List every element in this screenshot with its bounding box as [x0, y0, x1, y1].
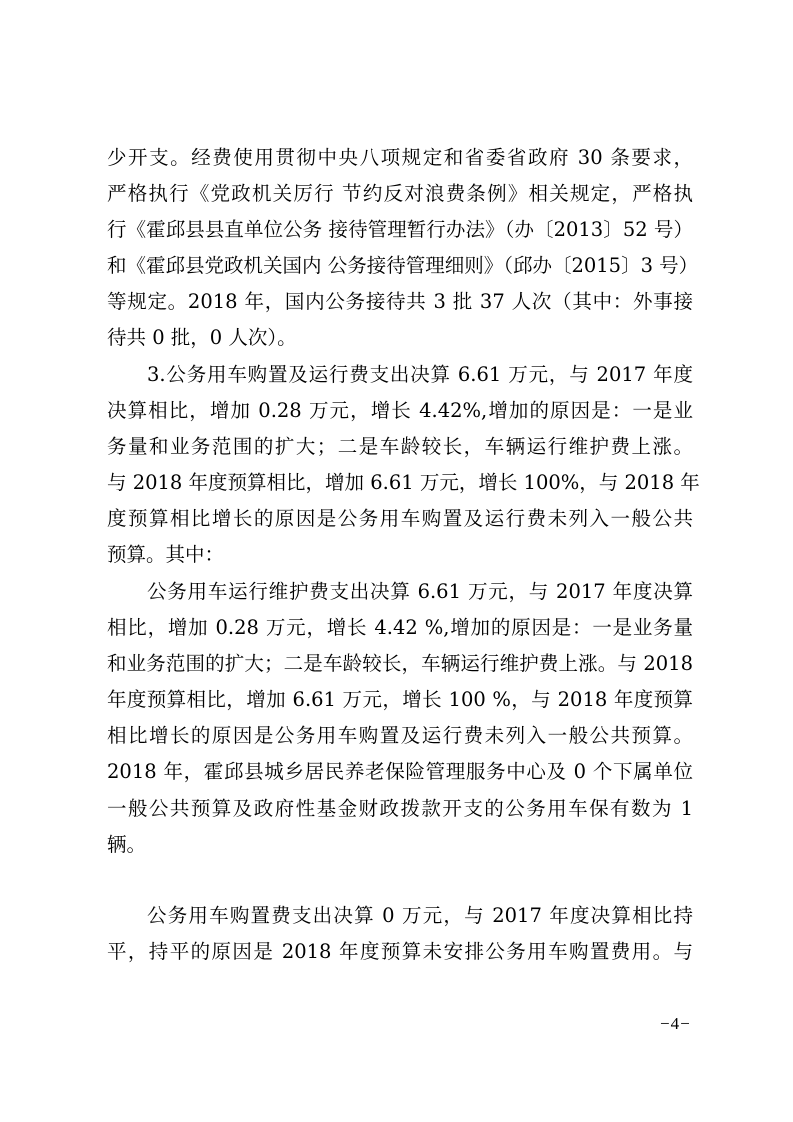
text-line: 平，持平的原因是 2018 年度预算未安排公务用车购置费用。与 — [107, 940, 693, 964]
text-line: 等规定。2018 年，国内公务接待共 3 批 37 人次（其中：外事接 — [107, 290, 693, 314]
paragraph-vehicle-purchase — [107, 898, 693, 970]
text-line: 和《霍邱县党政机关国内 公务接待管理细则》（邱办〔2015〕3 号） — [107, 254, 699, 278]
text-line: 度预算相比增长的原因是公务用车购置及运行费未列入一般公共 — [107, 507, 693, 531]
text-line: 严格执行《党政机关厉行 节约反对浪费条例》相关规定，严格执 — [107, 182, 693, 206]
text-line: 公务用车购置费支出决算 0 万元，与 2017 年度决算相比持 — [147, 904, 693, 927]
text-line: 相比增长的原因是公务用车购置及运行费未列入一般公共预算。 — [107, 724, 693, 748]
text-line: 和业务范围的扩大；二是车龄较长，车辆运行维护费上涨。与 2018 — [107, 652, 693, 676]
page-number: −4− — [660, 1014, 691, 1033]
text-line: 待共 0 批，0 人次）。 — [107, 326, 297, 350]
text-line: 相比，增加 0.28 万元，增长 4.42 %,增加的原因是：一是业务量 — [107, 616, 693, 640]
paragraph-vehicle-maintenance — [107, 574, 693, 863]
text-line: 辆。 — [107, 832, 147, 856]
text-line: 3.公务用车购置及运行费支出决算 6.61 万元，与 2017 年度 — [147, 363, 693, 386]
text-line: 与 2018 年度预算相比，增加 6.61 万元，增长 100%，与 2018 年 — [107, 471, 700, 495]
text-line: 行《霍邱县县直单位公务 接待管理暂行办法》（办〔2013〕52 号） — [107, 218, 693, 242]
text-line: 2018 年，霍邱县城乡居民养老保险管理服务中心及 0 个下属单位 — [107, 760, 693, 784]
text-line: 一般公共预算及政府性基金财政拨款开支的公务用车保有数为 1 — [107, 796, 693, 820]
text-line: 预算。其中： — [107, 543, 225, 567]
paragraph-vehicle-expenses — [107, 357, 700, 574]
text-line: 少开支。经费使用贯彻中央八项规定和省委省政府 30 条要求， — [107, 146, 693, 169]
paragraph-reception-expenses — [107, 140, 699, 357]
text-line: 务量和业务范围的扩大；二是车龄较长，车辆运行维护费上涨。 — [107, 435, 693, 459]
text-line: 年度预算相比，增加 6.61 万元，增长 100 %，与 2018 年度预算 — [107, 688, 693, 712]
text-line: 决算相比，增加 0.28 万元，增长 4.42%,增加的原因是：一是业 — [107, 399, 693, 423]
text-line: 公务用车运行维护费支出决算 6.61 万元，与 2017 年度决算 — [147, 580, 693, 603]
